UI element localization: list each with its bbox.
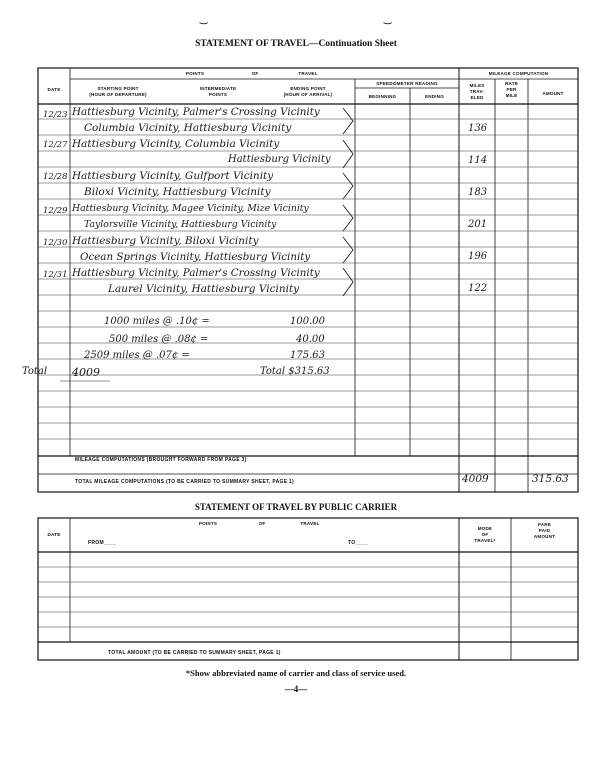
row-line2-4: Taylorsville Vicinity, Hattiesburg Vicinity — [84, 219, 277, 230]
header-ending: ENDING — [424, 94, 445, 99]
row-date-3: 12/28 — [43, 172, 68, 182]
total-amount-bottom: 315.63 — [532, 473, 569, 485]
calc-amount-2: 40.00 — [296, 334, 325, 345]
carrier-header-fare: FARE PAID AMOUNT — [533, 522, 556, 539]
calc-row-2: 500 miles @ .08¢ = — [109, 334, 209, 345]
top-left-mark: ‿ — [200, 14, 208, 24]
row-miles-2: 114 — [468, 155, 488, 166]
carrier-header-mode: MODE OF TRAVEL* — [474, 526, 496, 543]
row-line2-3: Biloxi Vicinity, Hattiesburg Vicinity — [84, 186, 271, 198]
row-line1-4: Hattiesburg Vicinity, Magee Vicinity, Mize Vicinity — [72, 203, 309, 214]
header-of: OF — [251, 71, 259, 76]
header-points: POINTS — [185, 71, 205, 76]
total-miles-bottom: 4009 — [462, 473, 489, 485]
footnote: *Show abbreviated name of carrier and class of service used. — [185, 668, 407, 678]
row-line1-6: Hattiesburg Vicinity, Palmer's Crossing Vicinity — [72, 267, 320, 279]
row-line2-5: Ocean Springs Vicinity, Hattiesburg Vicinity — [80, 251, 311, 263]
page-number: —4— — [284, 684, 308, 694]
carrier-total-label: TOTAL AMOUNT (TO BE CARRIED TO SUMMARY SHEET, PAGE 1) — [108, 650, 281, 656]
row-date-6: 12/31 — [43, 270, 68, 280]
row-miles-6: 122 — [468, 283, 488, 294]
carrier-title: STATEMENT OF TRAVEL BY PUBLIC CARRIER — [194, 502, 398, 512]
row-date-1: 12/23 — [43, 110, 68, 120]
row-line2-2: Hattiesburg Vicinity — [228, 154, 331, 165]
carrier-header-from: FROM____ — [88, 540, 117, 546]
header-ending-point: ENDING POINT (HOUR OF ARRIVAL) — [283, 86, 333, 97]
top-right-mark: ‿ — [384, 14, 392, 24]
calc-amount-1: 100.00 — [290, 316, 325, 327]
page-title: STATEMENT OF TRAVEL—Continuation Sheet — [195, 39, 397, 49]
carrier-header-date: DATE — [47, 532, 61, 537]
mileage-forward-label: MILEAGE COMPUTATIONS (BROUGHT FORWARD FROM PAGE 3) — [75, 457, 247, 463]
header-intermediate: INTERMEDIATE POINTS — [199, 86, 237, 97]
row-miles-3: 183 — [468, 187, 488, 198]
carrier-header-points: POINTS — [198, 521, 218, 526]
header-date: DATE — [47, 87, 61, 92]
row-line1-3: Hattiesburg Vicinity, Gulfport Vicinity — [72, 170, 274, 182]
row-line1-1: Hattiesburg Vicinity, Palmer's Crossing Vicinity — [72, 106, 320, 118]
row-line1-2: Hattiesburg Vicinity, Columbia Vicinity — [72, 138, 280, 150]
header-rate: RATE PER MILE — [505, 81, 518, 98]
row-line2-1: Columbia Vicinity, Hattiesburg Vicinity — [84, 122, 292, 134]
header-amount: AMOUNT — [542, 91, 564, 96]
calc-amount-3: 175.63 — [290, 350, 325, 361]
row-line2-6: Laurel Vicinity, Hattiesburg Vicinity — [108, 283, 300, 295]
carrier-header-travel: TRAVEL — [300, 521, 320, 526]
header-beginning: BEGINNING — [368, 94, 397, 99]
header-starting-point: STARTING POINT (HOUR OF DEPARTURE) — [89, 86, 147, 97]
header-speedometer: SPEEDOMETER READING — [376, 81, 438, 86]
carrier-header-to: TO____ — [348, 540, 368, 546]
carrier-header-of: OF — [258, 521, 266, 526]
row-date-4: 12/29 — [43, 206, 68, 216]
header-mileage: MILEAGE COMPUTATION — [488, 71, 549, 76]
header-travel: TRAVEL — [298, 71, 318, 76]
row-miles-5: 196 — [468, 251, 488, 262]
header-miles: MILES TRAV- ELED — [469, 83, 485, 100]
row-date-5: 12/30 — [43, 238, 68, 248]
row-miles-4: 201 — [468, 219, 488, 230]
total-label: Total — [22, 366, 48, 377]
row-date-2: 12/27 — [43, 140, 68, 150]
calc-row-3: 2509 miles @ .07¢ = — [84, 350, 190, 361]
total-amount-handwritten: Total $315.63 — [260, 366, 330, 377]
row-line1-5: Hattiesburg Vicinity, Biloxi Vicinity — [72, 235, 259, 247]
total-miles: 4009 — [72, 366, 100, 379]
total-mileage-label: TOTAL MILEAGE COMPUTATIONS (TO BE CARRIED TO SUMMARY SHEET, PAGE 1) — [75, 479, 295, 485]
calc-row-1: 1000 miles @ .10¢ = — [104, 316, 210, 327]
row-miles-1: 136 — [468, 123, 488, 134]
